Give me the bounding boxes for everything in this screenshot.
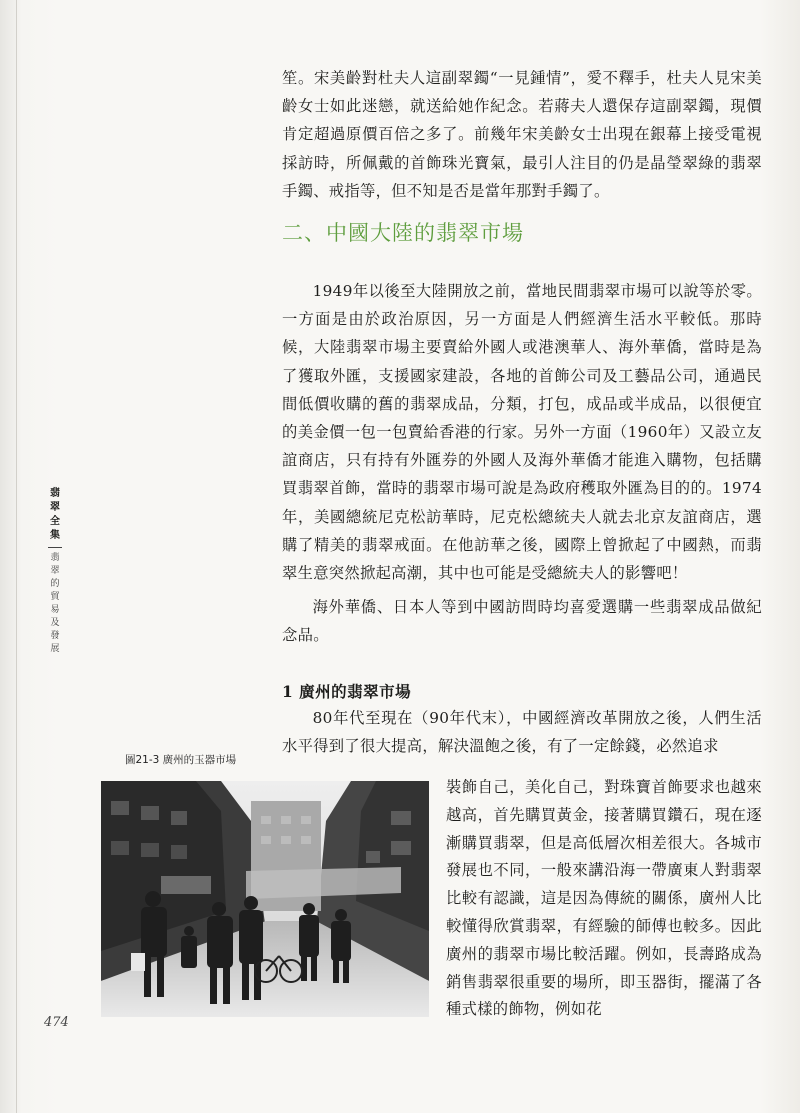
page-number: 474 bbox=[44, 1015, 69, 1030]
side-tab-divider bbox=[48, 547, 62, 548]
paragraph-3: 海外華僑、日本人等到中國訪問時均喜愛選購一些翡翠成品做紀念品。 bbox=[282, 598, 762, 645]
side-tab-chapter-title: 翡翠的貿易及發展 bbox=[50, 553, 60, 654]
section-heading: 二、中國大陸的翡翠市場 bbox=[282, 221, 524, 245]
market-street-photo bbox=[101, 781, 429, 1017]
paragraph-1: 笙。宋美齡對杜夫人這副翠鐲“一見鍾情”，愛不釋手，杜夫人見宋美齡女士如此迷戀，就送給她作紀念。若蔣夫人還保存這副翠鐲，現價肯定超過原價百倍之多了。前幾年宋美齡女士出現在銀幕上接受電視採訪時，所佩戴的首飾珠光寶氣，最引人注目的仍是晶瑩翠綠的翡翠手鐲、戒指等，但不知是否是當年那對手鐲了。 bbox=[282, 69, 762, 200]
side-tab-book-title: 翡翠全集 bbox=[50, 488, 60, 541]
figure-caption: 圖21-3 廣州的玉器市場 bbox=[125, 754, 237, 766]
book-spine-shadow bbox=[16, 0, 17, 1113]
paragraph-4: 80年代至現在（90年代末），中國經濟改革開放之後，人們生活水平得到了很大提高，解決溫飽之後，有了一定餘錢，必然追求 bbox=[282, 709, 762, 756]
paragraph-5: 裝飾自己，美化自己，對珠寶首飾要求也越來越高，首先購買黃金，接著購買鑽石，現在逐漸購買翡翠，但是高低層次相差很大。各城市發展也不同，一般來講沿海一帶廣東人對翡翠比較有認識，這是因為傳統的關係，廣州人比較懂得欣賞翡翠，有經驗的師傅也較多。因此廣州的翡翠市場比較活躍。例如，長壽路成為銷售翡翠很重要的場所，即玉器街，擺滿了各種式樣的飾物，例如花 bbox=[446, 778, 762, 1019]
subsection-heading: 1 廣州的翡翠市場 bbox=[282, 682, 412, 701]
side-tab bbox=[47, 487, 63, 656]
paragraph-2: 1949年以後至大陸開放之前，當地民間翡翠市場可以說等於零。一方面是由於政治原因，另一方面是人們經濟生活水平較低。那時候，大陸翡翠市場主要賣給外國人或港澳華人、海外華僑，當時是為了獲取外匯，支援國家建設，各地的首飾公司及工藝品公司，通過民間低價收購的舊的翡翠成品，分類，打包，成品或半成品，以很便宜的美金價一包一包賣給香港的行家。另外一方面（1960年）又設立友誼商店，只有持有外匯券的外國人及海外華僑才能進入購物，包括購買翡翠首飾，當時的翡翠市場可說是為政府穫取外匯為目的的。1974年，美國總統尼克松訪華時，尼克松總統夫人就去北京友誼商店，選購了精美的翡翠戒面。在他訪華之後，國際上曾掀起了中國熱，而翡翠生意突然掀起高潮，其中也可能是受總統夫人的影響吧！ bbox=[282, 282, 762, 583]
